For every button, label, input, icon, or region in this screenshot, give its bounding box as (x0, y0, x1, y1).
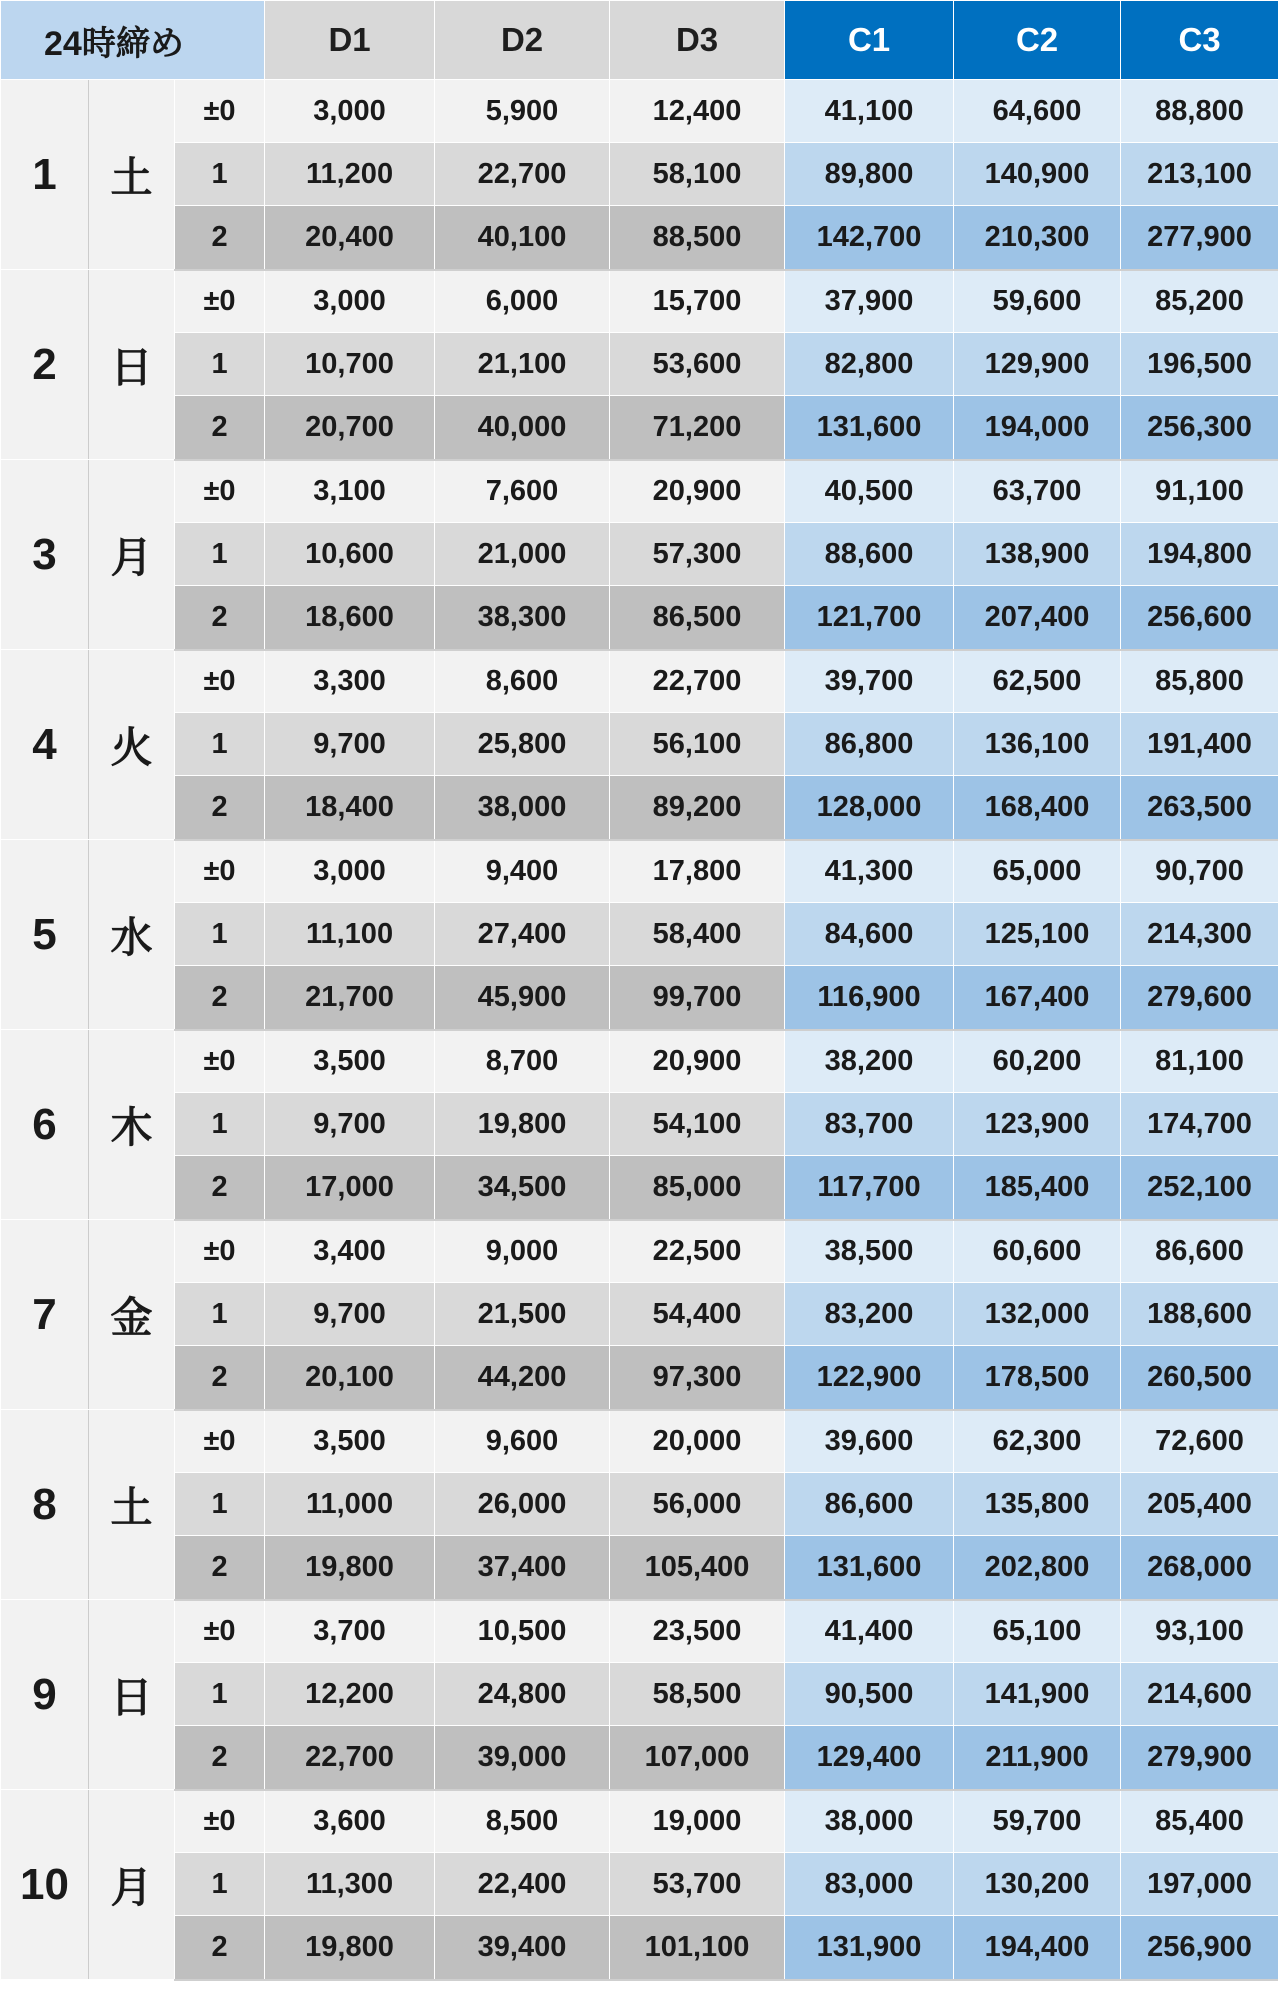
value-cell-d3: 53,600 (610, 333, 785, 396)
value-cell-c1: 39,600 (785, 1410, 954, 1473)
weekday: 木 (89, 1030, 175, 1220)
column-header-c2: C2 (954, 1, 1121, 80)
value-cell-d3: 20,900 (610, 460, 785, 523)
value-cell-c3: 81,100 (1121, 1030, 1278, 1093)
value-cell-c1: 37,900 (785, 270, 954, 333)
value-cell-c3: 256,300 (1121, 396, 1278, 460)
value-cell-d1: 18,600 (265, 586, 435, 650)
value-cell-c2: 168,400 (954, 776, 1121, 840)
value-cell-c3: 72,600 (1121, 1410, 1278, 1473)
value-cell-c1: 41,400 (785, 1600, 954, 1663)
level-cell: 1 (175, 523, 265, 586)
value-cell-c1: 121,700 (785, 586, 954, 650)
value-cell-c1: 89,800 (785, 143, 954, 206)
value-cell-d1: 10,600 (265, 523, 435, 586)
value-cell-c2: 167,400 (954, 966, 1121, 1030)
table-row (1, 1536, 1278, 1600)
value-cell-d3: 56,000 (610, 1473, 785, 1536)
value-cell-d3: 15,700 (610, 270, 785, 333)
table-row (1, 1473, 1278, 1536)
value-cell-d1: 22,700 (265, 1726, 435, 1790)
level-cell: ±0 (175, 1790, 265, 1853)
value-cell-c1: 117,700 (785, 1156, 954, 1220)
value-cell-c3: 93,100 (1121, 1600, 1278, 1663)
weekday: 土 (89, 1410, 175, 1600)
value-cell-d2: 25,800 (435, 713, 610, 776)
level-cell: ±0 (175, 1410, 265, 1473)
day-number: 4 (1, 650, 89, 840)
value-cell-d1: 3,600 (265, 1790, 435, 1853)
value-cell-d2: 45,900 (435, 966, 610, 1030)
value-cell-d2: 9,400 (435, 840, 610, 903)
value-cell-c3: 277,900 (1121, 206, 1278, 270)
value-cell-c2: 123,900 (954, 1093, 1121, 1156)
value-cell-d2: 27,400 (435, 903, 610, 966)
table-row (1, 1220, 1278, 1283)
value-cell-d1: 11,000 (265, 1473, 435, 1536)
value-cell-d3: 54,100 (610, 1093, 785, 1156)
value-cell-d1: 3,500 (265, 1030, 435, 1093)
table-row (1, 1600, 1278, 1663)
level-cell: 2 (175, 966, 265, 1030)
table-row (1, 1156, 1278, 1220)
value-cell-c1: 131,900 (785, 1916, 954, 1980)
day-number: 5 (1, 840, 89, 1030)
value-cell-c3: 205,400 (1121, 1473, 1278, 1536)
value-cell-c2: 185,400 (954, 1156, 1121, 1220)
value-cell-d3: 58,500 (610, 1663, 785, 1726)
value-cell-c1: 88,600 (785, 523, 954, 586)
value-cell-d2: 40,000 (435, 396, 610, 460)
column-header-d3: D3 (610, 1, 785, 80)
value-cell-c3: 194,800 (1121, 523, 1278, 586)
value-cell-d3: 17,800 (610, 840, 785, 903)
table-row (1, 270, 1278, 333)
value-cell-c2: 64,600 (954, 80, 1121, 143)
value-cell-d1: 3,000 (265, 840, 435, 903)
level-cell: 2 (175, 1726, 265, 1790)
value-cell-d2: 21,000 (435, 523, 610, 586)
value-cell-d3: 99,700 (610, 966, 785, 1030)
weekday: 月 (89, 460, 175, 650)
value-cell-d3: 86,500 (610, 586, 785, 650)
value-cell-c3: 85,400 (1121, 1790, 1278, 1853)
value-cell-c1: 116,900 (785, 966, 954, 1030)
level-cell: ±0 (175, 1600, 265, 1663)
value-cell-c2: 207,400 (954, 586, 1121, 650)
value-cell-d3: 85,000 (610, 1156, 785, 1220)
value-cell-c3: 197,000 (1121, 1853, 1278, 1916)
value-cell-c1: 40,500 (785, 460, 954, 523)
value-cell-c3: 90,700 (1121, 840, 1278, 903)
value-cell-d2: 5,900 (435, 80, 610, 143)
value-cell-d3: 53,700 (610, 1853, 785, 1916)
level-cell: 2 (175, 1156, 265, 1220)
table-row (1, 1346, 1278, 1410)
value-cell-c1: 129,400 (785, 1726, 954, 1790)
value-cell-c1: 86,800 (785, 713, 954, 776)
value-cell-d1: 9,700 (265, 1283, 435, 1346)
weekday: 火 (89, 650, 175, 840)
value-cell-c1: 142,700 (785, 206, 954, 270)
value-cell-c2: 62,300 (954, 1410, 1121, 1473)
value-cell-c1: 86,600 (785, 1473, 954, 1536)
value-cell-c2: 65,000 (954, 840, 1121, 903)
value-cell-c2: 129,900 (954, 333, 1121, 396)
column-header-c1: C1 (785, 1, 954, 80)
value-cell-d3: 97,300 (610, 1346, 785, 1410)
value-cell-d1: 3,100 (265, 460, 435, 523)
value-cell-c3: 213,100 (1121, 143, 1278, 206)
value-cell-c3: 268,000 (1121, 1536, 1278, 1600)
level-cell: ±0 (175, 1220, 265, 1283)
table-row (1, 143, 1278, 206)
day-number: 3 (1, 460, 89, 650)
table-body (1, 80, 1278, 1980)
day-number: 10 (1, 1790, 89, 1980)
value-cell-d3: 58,400 (610, 903, 785, 966)
weekday: 日 (89, 270, 175, 460)
value-cell-d1: 10,700 (265, 333, 435, 396)
level-cell: 2 (175, 396, 265, 460)
value-cell-d3: 22,500 (610, 1220, 785, 1283)
value-cell-d2: 21,100 (435, 333, 610, 396)
table-row (1, 776, 1278, 840)
column-header-c3: C3 (1121, 1, 1278, 80)
value-cell-d2: 40,100 (435, 206, 610, 270)
value-cell-d2: 38,300 (435, 586, 610, 650)
value-cell-c2: 60,200 (954, 1030, 1121, 1093)
weekday: 水 (89, 840, 175, 1030)
value-cell-d2: 8,700 (435, 1030, 610, 1093)
value-cell-c1: 83,700 (785, 1093, 954, 1156)
level-cell: 1 (175, 1283, 265, 1346)
level-cell: 2 (175, 776, 265, 840)
value-cell-c2: 60,600 (954, 1220, 1121, 1283)
value-cell-c3: 260,500 (1121, 1346, 1278, 1410)
value-cell-d3: 23,500 (610, 1600, 785, 1663)
value-cell-d3: 20,900 (610, 1030, 785, 1093)
value-cell-d2: 39,400 (435, 1916, 610, 1980)
value-cell-d1: 11,200 (265, 143, 435, 206)
value-cell-c1: 82,800 (785, 333, 954, 396)
value-cell-d2: 21,500 (435, 1283, 610, 1346)
value-cell-d1: 11,300 (265, 1853, 435, 1916)
level-cell: ±0 (175, 650, 265, 713)
value-cell-c1: 90,500 (785, 1663, 954, 1726)
column-header-d1: D1 (265, 1, 435, 80)
value-cell-d1: 20,100 (265, 1346, 435, 1410)
value-cell-c1: 122,900 (785, 1346, 954, 1410)
value-cell-c2: 194,400 (954, 1916, 1121, 1980)
value-cell-c2: 178,500 (954, 1346, 1121, 1410)
table-row (1, 1093, 1278, 1156)
table-row (1, 840, 1278, 903)
level-cell: ±0 (175, 80, 265, 143)
value-cell-d2: 22,400 (435, 1853, 610, 1916)
level-cell: ±0 (175, 270, 265, 333)
value-cell-d3: 101,100 (610, 1916, 785, 1980)
value-cell-d2: 6,000 (435, 270, 610, 333)
value-cell-c1: 38,000 (785, 1790, 954, 1853)
table-row (1, 966, 1278, 1030)
value-cell-d2: 24,800 (435, 1663, 610, 1726)
column-header-d2: D2 (435, 1, 610, 80)
value-cell-c3: 196,500 (1121, 333, 1278, 396)
value-cell-d3: 88,500 (610, 206, 785, 270)
table-row (1, 650, 1278, 713)
day-number: 6 (1, 1030, 89, 1220)
value-cell-d3: 12,400 (610, 80, 785, 143)
value-cell-d3: 20,000 (610, 1410, 785, 1473)
value-cell-d2: 9,000 (435, 1220, 610, 1283)
value-cell-c2: 194,000 (954, 396, 1121, 460)
value-cell-d2: 8,600 (435, 650, 610, 713)
table-row (1, 1410, 1278, 1473)
value-cell-d2: 7,600 (435, 460, 610, 523)
day-number: 8 (1, 1410, 89, 1600)
value-cell-c2: 63,700 (954, 460, 1121, 523)
value-cell-d1: 3,400 (265, 1220, 435, 1283)
level-cell: 1 (175, 1663, 265, 1726)
value-cell-c1: 41,300 (785, 840, 954, 903)
value-cell-c3: 256,900 (1121, 1916, 1278, 1980)
table-row (1, 1853, 1278, 1916)
value-cell-c2: 135,800 (954, 1473, 1121, 1536)
value-cell-d2: 22,700 (435, 143, 610, 206)
value-cell-c2: 65,100 (954, 1600, 1121, 1663)
level-cell: ±0 (175, 840, 265, 903)
value-cell-d2: 44,200 (435, 1346, 610, 1410)
table-row (1, 523, 1278, 586)
level-cell: 2 (175, 1536, 265, 1600)
value-cell-d1: 9,700 (265, 713, 435, 776)
value-cell-d2: 9,600 (435, 1410, 610, 1473)
value-cell-c2: 141,900 (954, 1663, 1121, 1726)
level-cell: ±0 (175, 1030, 265, 1093)
value-cell-d3: 89,200 (610, 776, 785, 840)
value-cell-c1: 84,600 (785, 903, 954, 966)
value-cell-c1: 39,700 (785, 650, 954, 713)
level-cell: 1 (175, 143, 265, 206)
day-number: 9 (1, 1600, 89, 1790)
value-cell-d3: 105,400 (610, 1536, 785, 1600)
value-cell-d3: 71,200 (610, 396, 785, 460)
level-cell: 1 (175, 333, 265, 396)
value-cell-c3: 279,900 (1121, 1726, 1278, 1790)
value-cell-d1: 3,000 (265, 270, 435, 333)
value-cell-c3: 85,200 (1121, 270, 1278, 333)
table-row (1, 903, 1278, 966)
value-cell-d1: 19,800 (265, 1916, 435, 1980)
value-cell-c3: 252,100 (1121, 1156, 1278, 1220)
value-cell-d2: 39,000 (435, 1726, 610, 1790)
value-cell-d1: 11,100 (265, 903, 435, 966)
table-row (1, 460, 1278, 523)
value-cell-c3: 279,600 (1121, 966, 1278, 1030)
value-cell-c3: 85,800 (1121, 650, 1278, 713)
value-cell-c3: 86,600 (1121, 1220, 1278, 1283)
weekday: 日 (89, 1600, 175, 1790)
value-cell-c2: 210,300 (954, 206, 1121, 270)
value-cell-d1: 19,800 (265, 1536, 435, 1600)
value-cell-c1: 83,200 (785, 1283, 954, 1346)
value-cell-d2: 26,000 (435, 1473, 610, 1536)
value-cell-d1: 18,400 (265, 776, 435, 840)
level-cell: 2 (175, 1346, 265, 1410)
value-cell-c1: 38,200 (785, 1030, 954, 1093)
level-cell: 2 (175, 206, 265, 270)
value-cell-c1: 131,600 (785, 1536, 954, 1600)
value-cell-d1: 9,700 (265, 1093, 435, 1156)
value-cell-d1: 20,700 (265, 396, 435, 460)
value-cell-c2: 138,900 (954, 523, 1121, 586)
value-cell-d1: 17,000 (265, 1156, 435, 1220)
value-cell-c3: 256,600 (1121, 586, 1278, 650)
value-cell-d3: 22,700 (610, 650, 785, 713)
weekday: 土 (89, 80, 175, 270)
value-cell-d2: 37,400 (435, 1536, 610, 1600)
value-cell-c3: 91,100 (1121, 460, 1278, 523)
day-number: 1 (1, 80, 89, 270)
value-cell-d1: 12,200 (265, 1663, 435, 1726)
table-row (1, 1790, 1278, 1853)
value-cell-c3: 191,400 (1121, 713, 1278, 776)
value-cell-c2: 59,600 (954, 270, 1121, 333)
value-cell-d3: 58,100 (610, 143, 785, 206)
value-cell-d2: 34,500 (435, 1156, 610, 1220)
value-cell-c2: 202,800 (954, 1536, 1121, 1600)
value-cell-d3: 19,000 (610, 1790, 785, 1853)
level-cell: 2 (175, 1916, 265, 1980)
table-row (1, 1916, 1278, 1980)
level-cell: 2 (175, 586, 265, 650)
value-cell-c1: 131,600 (785, 396, 954, 460)
weekday: 金 (89, 1220, 175, 1410)
value-cell-d1: 3,000 (265, 80, 435, 143)
level-cell: 1 (175, 1473, 265, 1536)
table-row (1, 333, 1278, 396)
table-row (1, 1283, 1278, 1346)
value-cell-c2: 140,900 (954, 143, 1121, 206)
level-cell: 1 (175, 1853, 265, 1916)
level-cell: 1 (175, 1093, 265, 1156)
value-cell-c1: 128,000 (785, 776, 954, 840)
value-cell-c1: 41,100 (785, 80, 954, 143)
day-number: 7 (1, 1220, 89, 1410)
weekday: 月 (89, 1790, 175, 1980)
value-cell-c1: 38,500 (785, 1220, 954, 1283)
value-cell-c3: 174,700 (1121, 1093, 1278, 1156)
level-cell: 1 (175, 903, 265, 966)
table-row (1, 1030, 1278, 1093)
day-number: 2 (1, 270, 89, 460)
table-row (1, 1663, 1278, 1726)
level-cell: ±0 (175, 460, 265, 523)
table-row (1, 1726, 1278, 1790)
value-cell-d3: 54,400 (610, 1283, 785, 1346)
value-cell-c3: 214,300 (1121, 903, 1278, 966)
value-cell-d2: 19,800 (435, 1093, 610, 1156)
value-cell-c2: 132,000 (954, 1283, 1121, 1346)
value-cell-c2: 211,900 (954, 1726, 1121, 1790)
level-cell: 1 (175, 713, 265, 776)
value-cell-d3: 56,100 (610, 713, 785, 776)
table-row (1, 206, 1278, 270)
table-row (1, 80, 1278, 143)
table-title: 24時締め (1, 1, 265, 80)
value-cell-d3: 107,000 (610, 1726, 785, 1790)
value-cell-c3: 214,600 (1121, 1663, 1278, 1726)
value-cell-d2: 10,500 (435, 1600, 610, 1663)
value-cell-d2: 38,000 (435, 776, 610, 840)
value-cell-c3: 188,600 (1121, 1283, 1278, 1346)
value-cell-c2: 130,200 (954, 1853, 1121, 1916)
value-cell-c3: 263,500 (1121, 776, 1278, 840)
value-cell-c2: 136,100 (954, 713, 1121, 776)
value-cell-d1: 3,700 (265, 1600, 435, 1663)
value-cell-d3: 57,300 (610, 523, 785, 586)
value-cell-c3: 88,800 (1121, 80, 1278, 143)
table-row (1, 586, 1278, 650)
value-cell-c2: 125,100 (954, 903, 1121, 966)
value-cell-c2: 62,500 (954, 650, 1121, 713)
value-cell-d1: 3,300 (265, 650, 435, 713)
header-row (1, 1, 1278, 80)
value-cell-c1: 83,000 (785, 1853, 954, 1916)
table-row (1, 396, 1278, 460)
value-cell-d1: 3,500 (265, 1410, 435, 1473)
value-cell-d1: 20,400 (265, 206, 435, 270)
value-cell-d2: 8,500 (435, 1790, 610, 1853)
value-cell-d1: 21,700 (265, 966, 435, 1030)
table-row (1, 713, 1278, 776)
value-cell-c2: 59,700 (954, 1790, 1121, 1853)
